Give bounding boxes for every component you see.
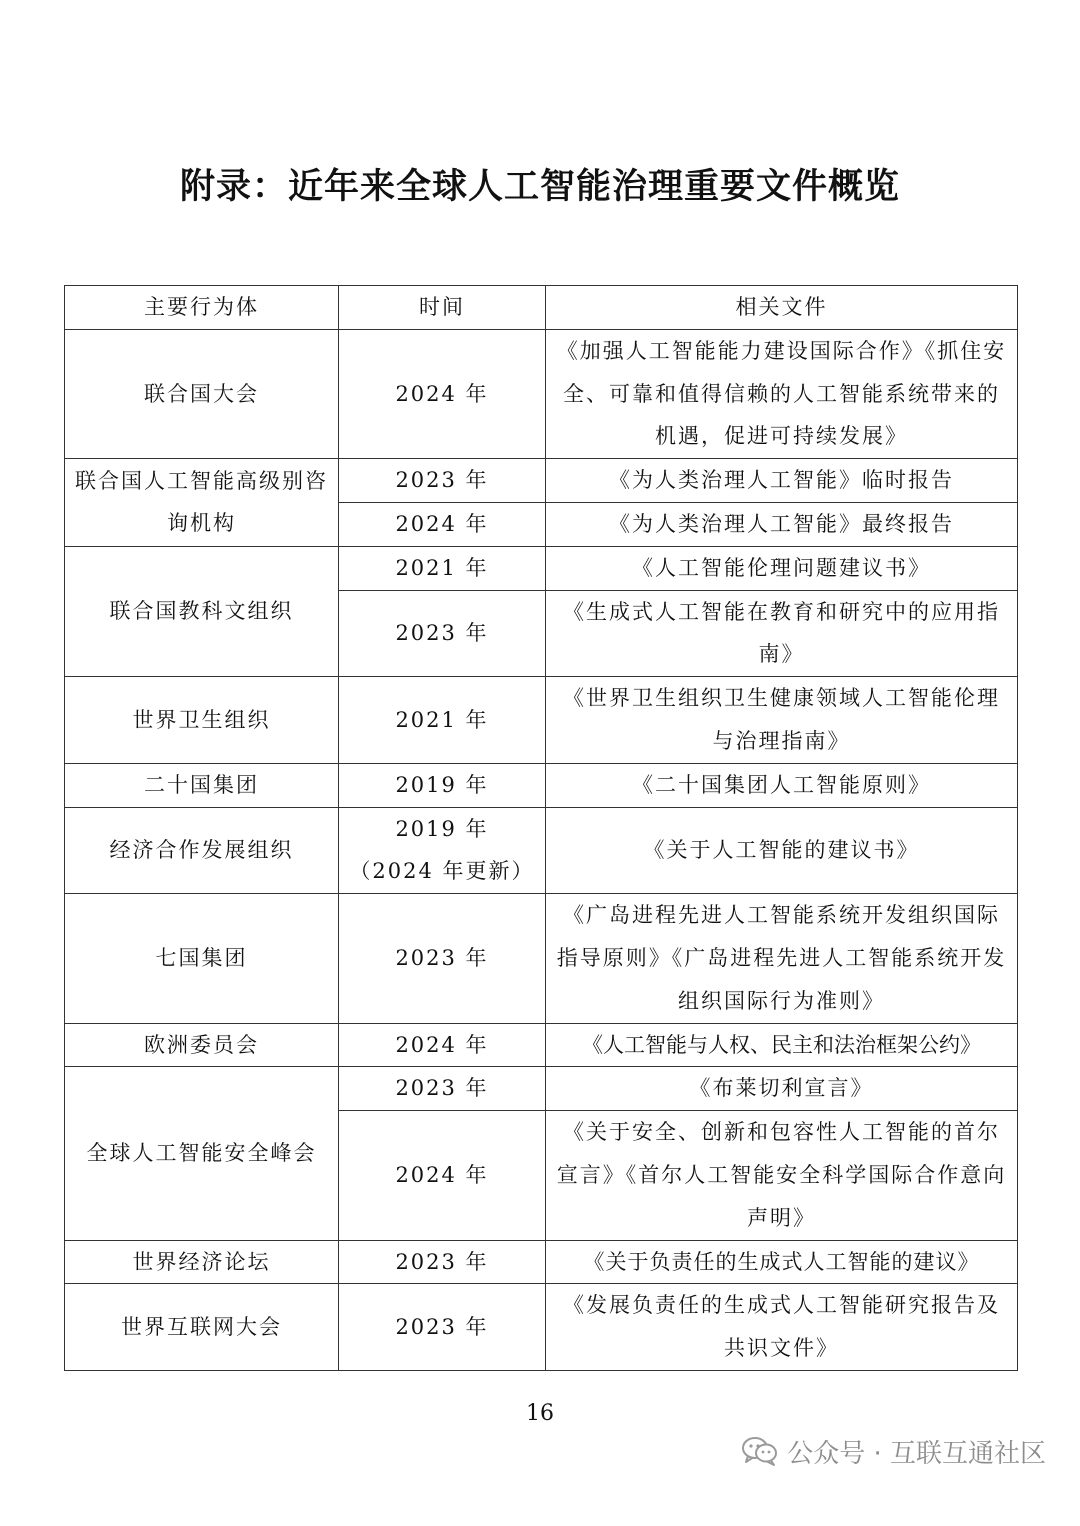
watermark-text: 公众号 · 互联互通社区 bbox=[787, 1438, 1046, 1469]
document-cell: 《关于负责任的生成式人工智能的建议》 bbox=[546, 1240, 1018, 1284]
table-header-row bbox=[65, 286, 1018, 330]
actor-cell: 联合国教科文组织 bbox=[65, 546, 339, 676]
document-cell: 《生成式人工智能在教育和研究中的应用指南》 bbox=[546, 590, 1018, 677]
time-cell: 2023 年 bbox=[339, 894, 546, 1023]
actor-cell: 世界卫生组织 bbox=[65, 677, 339, 764]
governance-documents-table bbox=[64, 285, 1018, 1371]
table-row bbox=[65, 807, 1018, 894]
watermark bbox=[741, 1431, 1046, 1471]
table-row bbox=[65, 1067, 1018, 1111]
time-year: 2019 年 bbox=[395, 816, 489, 841]
document-cell: 《发展负责任的生成式人工智能研究报告及共识文件》 bbox=[546, 1284, 1018, 1371]
time-cell: 2021 年 bbox=[339, 677, 546, 764]
header-documents: 相关文件 bbox=[546, 286, 1018, 330]
time-cell: 2023 年 bbox=[339, 459, 546, 503]
actor-cell: 全球人工智能安全峰会 bbox=[65, 1067, 339, 1240]
time-cell: 2023 年 bbox=[339, 1284, 546, 1371]
header-time: 时间 bbox=[339, 286, 546, 330]
time-update-note: （2024 年更新） bbox=[349, 859, 535, 884]
table-row bbox=[65, 763, 1018, 807]
document-cell: 《关于安全、创新和包容性人工智能的首尔宣言》《首尔人工智能安全科学国际合作意向声明》 bbox=[546, 1111, 1018, 1240]
time-cell: 2024 年 bbox=[339, 502, 546, 546]
document-cell: 《世界卫生组织卫生健康领域人工智能伦理与治理指南》 bbox=[546, 677, 1018, 764]
table-row bbox=[65, 1240, 1018, 1284]
time-cell: 2023 年 bbox=[339, 1240, 546, 1284]
header-actor: 主要行为体 bbox=[65, 286, 339, 330]
actor-cell: 欧洲委员会 bbox=[65, 1023, 339, 1067]
page-number: 16 bbox=[526, 1401, 554, 1426]
document-cell: 《关于人工智能的建议书》 bbox=[546, 807, 1018, 894]
table-row bbox=[65, 894, 1018, 1023]
actor-cell: 联合国人工智能高级别咨询机构 bbox=[65, 459, 339, 547]
time-cell bbox=[339, 807, 546, 894]
actor-cell: 经济合作发展组织 bbox=[65, 807, 339, 894]
time-cell: 2024 年 bbox=[339, 329, 546, 458]
document-cell: 《二十国集团人工智能原则》 bbox=[546, 763, 1018, 807]
actor-cell: 世界经济论坛 bbox=[65, 1240, 339, 1284]
document-cell: 《为人类治理人工智能》最终报告 bbox=[546, 502, 1018, 546]
document-cell: 《加强人工智能能力建设国际合作》《抓住安全、可靠和值得信赖的人工智能系统带来的机遇，促进可持续发展》 bbox=[546, 329, 1018, 458]
table-row bbox=[65, 1284, 1018, 1371]
document-cell: 《广岛进程先进人工智能系统开发组织国际指导原则》《广岛进程先进人工智能系统开发组织国际行为准则》 bbox=[546, 894, 1018, 1023]
actor-cell: 二十国集团 bbox=[65, 763, 339, 807]
table-row bbox=[65, 329, 1018, 458]
time-cell: 2024 年 bbox=[339, 1023, 546, 1067]
time-cell: 2024 年 bbox=[339, 1111, 546, 1240]
time-cell: 2021 年 bbox=[339, 546, 546, 590]
document-cell: 《为人类治理人工智能》临时报告 bbox=[546, 459, 1018, 503]
actor-cell: 七国集团 bbox=[65, 894, 339, 1023]
time-cell: 2023 年 bbox=[339, 1067, 546, 1111]
table-row bbox=[65, 677, 1018, 764]
page-title: 附录：近年来全球人工智能治理重要文件概览 bbox=[179, 167, 900, 207]
time-cell: 2019 年 bbox=[339, 763, 546, 807]
time-cell: 2023 年 bbox=[339, 590, 546, 677]
table-row bbox=[65, 1023, 1018, 1067]
actor-cell: 联合国大会 bbox=[65, 329, 339, 458]
table-row bbox=[65, 546, 1018, 590]
actor-cell: 世界互联网大会 bbox=[65, 1284, 339, 1371]
table-row bbox=[65, 459, 1018, 503]
document-cell: 《人工智能与人权、民主和法治框架公约》 bbox=[546, 1023, 1018, 1067]
document-cell: 《人工智能伦理问题建议书》 bbox=[546, 546, 1018, 590]
wechat-icon bbox=[741, 1435, 779, 1467]
document-cell: 《布莱切利宣言》 bbox=[546, 1067, 1018, 1111]
